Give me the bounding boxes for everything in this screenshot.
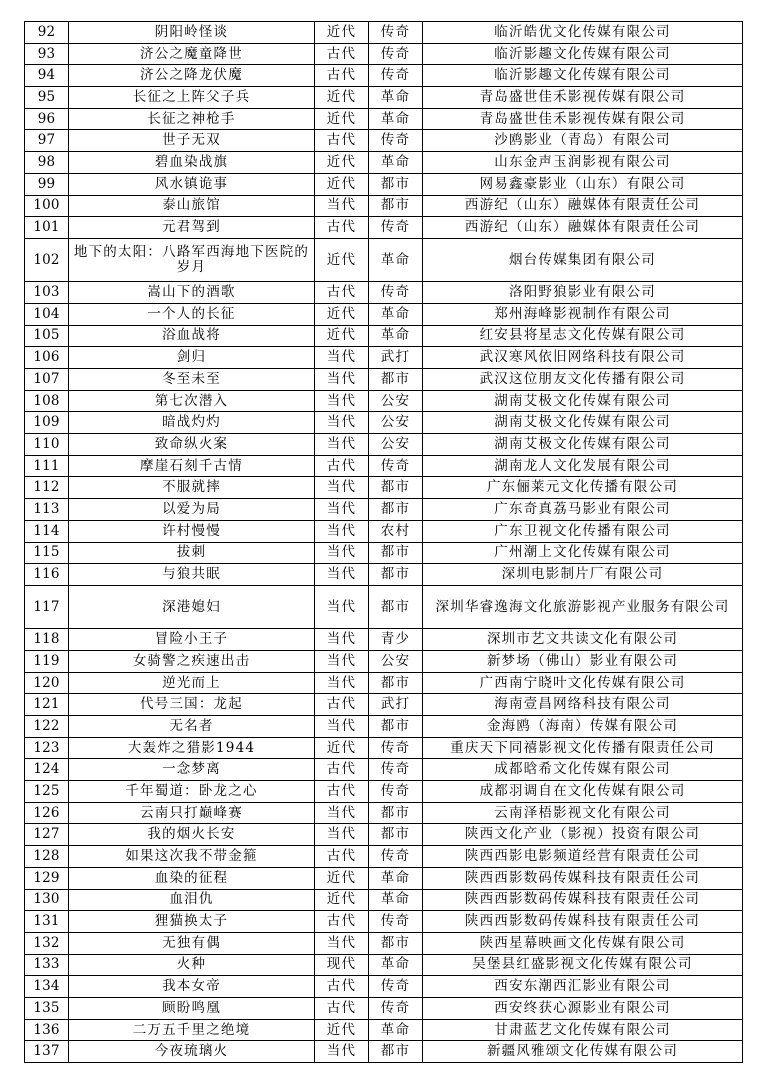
row-number: 125: [25, 781, 69, 803]
company-cell: 重庆天下同禧影视文化传播有限责任公司: [423, 737, 743, 759]
era-cell: 古代: [315, 282, 369, 304]
company-cell: 红安县将星志文化传媒有限公司: [423, 325, 743, 347]
genre-cell: 农村: [369, 520, 423, 542]
row-number: 126: [25, 802, 69, 824]
table-row: [25, 390, 743, 412]
row-number: 129: [25, 867, 69, 889]
company-cell: 成都羽调自在文化传媒有限公司: [423, 781, 743, 803]
table-row: [25, 238, 743, 281]
table-row: [25, 585, 743, 628]
era-cell: 古代: [315, 455, 369, 477]
company-cell: 洛阳野狼影业有限公司: [423, 282, 743, 304]
table-row: [25, 846, 743, 868]
table-row: [25, 737, 743, 759]
row-number: 133: [25, 954, 69, 976]
era-cell: 近代: [315, 325, 369, 347]
era-cell: 古代: [315, 65, 369, 87]
row-number: 128: [25, 846, 69, 868]
row-number: 98: [25, 152, 69, 174]
era-cell: 古代: [315, 759, 369, 781]
table-row: [25, 22, 743, 44]
table-row: [25, 716, 743, 738]
table-row: [25, 889, 743, 911]
company-cell: 网易鑫豪影业（山东）有限公司: [423, 173, 743, 195]
era-cell: 当代: [315, 390, 369, 412]
table-row: [25, 997, 743, 1019]
table-row: [25, 932, 743, 954]
drama-title: 无名者: [69, 716, 315, 738]
genre-cell: 革命: [369, 152, 423, 174]
drama-title: 千年蜀道：卧龙之心: [69, 781, 315, 803]
genre-cell: 公安: [369, 434, 423, 456]
drama-title: 不服就摔: [69, 477, 315, 499]
genre-cell: 传奇: [369, 846, 423, 868]
row-number: 97: [25, 130, 69, 152]
drama-title: 暗战灼灼: [69, 412, 315, 434]
company-cell: 吴堡县红盛影视文化传媒有限公司: [423, 954, 743, 976]
row-number: 121: [25, 694, 69, 716]
era-cell: 近代: [315, 152, 369, 174]
era-cell: 当代: [315, 412, 369, 434]
row-number: 114: [25, 520, 69, 542]
genre-cell: 革命: [369, 87, 423, 109]
genre-cell: 青少: [369, 629, 423, 651]
table-row: [25, 1019, 743, 1041]
drama-title: 顾盼鸣凰: [69, 997, 315, 1019]
drama-title: 我本女帝: [69, 976, 315, 998]
row-number: 134: [25, 976, 69, 998]
era-cell: 古代: [315, 217, 369, 239]
drama-title: 女骑警之疾速出击: [69, 650, 315, 672]
drama-title: 逆光而上: [69, 672, 315, 694]
row-number: 100: [25, 195, 69, 217]
drama-title: 如果这次我不带金箍: [69, 846, 315, 868]
table-row: [25, 152, 743, 174]
company-cell: 新梦场（佛山）影业有限公司: [423, 650, 743, 672]
genre-cell: 都市: [369, 195, 423, 217]
era-cell: 当代: [315, 824, 369, 846]
company-cell: 沙鸥影业（青岛）有限公司: [423, 130, 743, 152]
row-number: 101: [25, 217, 69, 239]
genre-cell: 公安: [369, 390, 423, 412]
row-number: 109: [25, 412, 69, 434]
table-row: [25, 781, 743, 803]
company-cell: 海南壹昌网络科技有限公司: [423, 694, 743, 716]
company-cell: 青岛盛世佳禾影视传媒有限公司: [423, 87, 743, 109]
genre-cell: 都市: [369, 802, 423, 824]
row-number: 113: [25, 499, 69, 521]
row-number: 136: [25, 1019, 69, 1041]
drama-title: 许村慢慢: [69, 520, 315, 542]
drama-title: 火种: [69, 954, 315, 976]
company-cell: 郑州海峰影视制作有限公司: [423, 303, 743, 325]
era-cell: 当代: [315, 716, 369, 738]
genre-cell: 传奇: [369, 911, 423, 933]
era-cell: 当代: [315, 499, 369, 521]
drama-title: 摩崖石刻千古情: [69, 455, 315, 477]
genre-cell: 革命: [369, 325, 423, 347]
genre-cell: 武打: [369, 694, 423, 716]
genre-cell: 革命: [369, 238, 423, 281]
genre-cell: 传奇: [369, 217, 423, 239]
row-number: 135: [25, 997, 69, 1019]
row-number: 104: [25, 303, 69, 325]
genre-cell: 革命: [369, 867, 423, 889]
genre-cell: 都市: [369, 932, 423, 954]
genre-cell: 传奇: [369, 781, 423, 803]
row-number: 103: [25, 282, 69, 304]
genre-cell: 都市: [369, 672, 423, 694]
row-number: 131: [25, 911, 69, 933]
table-row: [25, 87, 743, 109]
company-cell: 新疆风雅颂文化传媒有限公司: [423, 1041, 743, 1063]
table-row: [25, 434, 743, 456]
drama-title: 与狼共眠: [69, 564, 315, 586]
row-number: 124: [25, 759, 69, 781]
row-number: 94: [25, 65, 69, 87]
company-cell: 深圳市艺文共读文化有限公司: [423, 629, 743, 651]
row-number: 95: [25, 87, 69, 109]
row-number: 127: [25, 824, 69, 846]
drama-title: 深港媳妇: [69, 585, 315, 628]
drama-title: 血泪仇: [69, 889, 315, 911]
company-cell: 广西南宁晓叶文化传媒有限公司: [423, 672, 743, 694]
row-number: 110: [25, 434, 69, 456]
table-row: [25, 369, 743, 391]
row-number: 92: [25, 22, 69, 44]
genre-cell: 革命: [369, 108, 423, 130]
table-row: [25, 173, 743, 195]
table-row: [25, 217, 743, 239]
company-cell: 云南泽梧影视文化有限公司: [423, 802, 743, 824]
table-row: [25, 694, 743, 716]
drama-title: 济公之魔童降世: [69, 43, 315, 65]
drama-title: 拔刺: [69, 542, 315, 564]
drama-title: 碧血染战旗: [69, 152, 315, 174]
drama-title: 我的烟火长安: [69, 824, 315, 846]
genre-cell: 传奇: [369, 759, 423, 781]
genre-cell: 传奇: [369, 282, 423, 304]
genre-cell: 都市: [369, 716, 423, 738]
drama-title: 云南只打巅峰赛: [69, 802, 315, 824]
genre-cell: 都市: [369, 542, 423, 564]
era-cell: 当代: [315, 629, 369, 651]
era-cell: 近代: [315, 87, 369, 109]
company-cell: 临沂皓优文化传媒有限公司: [423, 22, 743, 44]
company-cell: 湖南龙人文化发展有限公司: [423, 455, 743, 477]
era-cell: 近代: [315, 173, 369, 195]
genre-cell: 革命: [369, 303, 423, 325]
row-number: 105: [25, 325, 69, 347]
table-row: [25, 954, 743, 976]
company-cell: 广东俪莱元文化传播有限公司: [423, 477, 743, 499]
table-row: [25, 455, 743, 477]
drama-title: 代号三国：龙起: [69, 694, 315, 716]
row-number: 107: [25, 369, 69, 391]
row-number: 117: [25, 585, 69, 628]
company-cell: 陕西西影数码传媒科技有限责任公司: [423, 867, 743, 889]
company-cell: 湖南艾极文化传媒有限公司: [423, 412, 743, 434]
row-number: 132: [25, 932, 69, 954]
row-number: 108: [25, 390, 69, 412]
drama-title: 血染的征程: [69, 867, 315, 889]
company-cell: 陕西西影数码传媒科技有限责任公司: [423, 911, 743, 933]
era-cell: 当代: [315, 195, 369, 217]
company-cell: 陕西星幕映画文化传媒有限公司: [423, 932, 743, 954]
drama-title: 一个人的长征: [69, 303, 315, 325]
genre-cell: 革命: [369, 954, 423, 976]
company-cell: 西安终获心源影业有限公司: [423, 997, 743, 1019]
era-cell: 当代: [315, 650, 369, 672]
company-cell: 陕西西影电影频道经营有限责任公司: [423, 846, 743, 868]
table-row: [25, 759, 743, 781]
genre-cell: 都市: [369, 369, 423, 391]
genre-cell: 传奇: [369, 43, 423, 65]
era-cell: 古代: [315, 911, 369, 933]
table-row: [25, 108, 743, 130]
era-cell: 当代: [315, 542, 369, 564]
drama-title: 世子无双: [69, 130, 315, 152]
company-cell: 湖南艾极文化传媒有限公司: [423, 434, 743, 456]
row-number: 112: [25, 477, 69, 499]
drama-title: 风水镇诡事: [69, 173, 315, 195]
row-number: 130: [25, 889, 69, 911]
drama-title: 今夜琉璃火: [69, 1041, 315, 1063]
row-number: 96: [25, 108, 69, 130]
company-cell: 陕西文化产业（影视）投资有限公司: [423, 824, 743, 846]
era-cell: 古代: [315, 781, 369, 803]
genre-cell: 都市: [369, 173, 423, 195]
table-row: [25, 911, 743, 933]
table-row: [25, 1041, 743, 1063]
genre-cell: 都市: [369, 499, 423, 521]
company-cell: 广州潮上文化传媒有限公司: [423, 542, 743, 564]
table-row: [25, 650, 743, 672]
drama-title: 冒险小王子: [69, 629, 315, 651]
table-row: [25, 629, 743, 651]
era-cell: 近代: [315, 303, 369, 325]
era-cell: 古代: [315, 976, 369, 998]
row-number: 123: [25, 737, 69, 759]
era-cell: 古代: [315, 43, 369, 65]
company-cell: 山东金声玉润影视有限公司: [423, 152, 743, 174]
table-row: [25, 867, 743, 889]
genre-cell: 传奇: [369, 976, 423, 998]
company-cell: 西游纪（山东）融媒体有限责任公司: [423, 195, 743, 217]
drama-title: 阴阳岭怪谈: [69, 22, 315, 44]
era-cell: 古代: [315, 997, 369, 1019]
era-cell: 古代: [315, 846, 369, 868]
drama-title: 无独有偶: [69, 932, 315, 954]
era-cell: 近代: [315, 889, 369, 911]
drama-title: 大轰炸之猎影1944: [69, 737, 315, 759]
drama-title: 狸猫换太子: [69, 911, 315, 933]
drama-title: 长征之神枪手: [69, 108, 315, 130]
genre-cell: 都市: [369, 564, 423, 586]
table-row: [25, 195, 743, 217]
era-cell: 当代: [315, 802, 369, 824]
drama-title: 嵩山下的酒歌: [69, 282, 315, 304]
document-page: [24, 21, 742, 1063]
era-cell: 现代: [315, 954, 369, 976]
era-cell: 当代: [315, 1041, 369, 1063]
drama-title: 元君驾到: [69, 217, 315, 239]
era-cell: 当代: [315, 477, 369, 499]
genre-cell: 传奇: [369, 22, 423, 44]
row-number: 111: [25, 455, 69, 477]
table-row: [25, 347, 743, 369]
table-row: [25, 65, 743, 87]
table-row: [25, 824, 743, 846]
era-cell: 近代: [315, 867, 369, 889]
era-cell: 近代: [315, 22, 369, 44]
table-row: [25, 43, 743, 65]
drama-title: 泰山旅馆: [69, 195, 315, 217]
table-row: [25, 564, 743, 586]
company-cell: 陕西西影数码传媒科技有限责任公司: [423, 889, 743, 911]
company-cell: 广东奇真荔马影业有限公司: [423, 499, 743, 521]
row-number: 102: [25, 238, 69, 281]
table-row: [25, 672, 743, 694]
table-row: [25, 520, 743, 542]
table-row: [25, 477, 743, 499]
table-row: [25, 412, 743, 434]
company-cell: 甘肃蓝艺文化传媒有限公司: [423, 1019, 743, 1041]
company-cell: 广东卫视文化传播有限公司: [423, 520, 743, 542]
genre-cell: 武打: [369, 347, 423, 369]
genre-cell: 公安: [369, 412, 423, 434]
genre-cell: 都市: [369, 477, 423, 499]
drama-title: 长征之上阵父子兵: [69, 87, 315, 109]
drama-title: 一念梦离: [69, 759, 315, 781]
genre-cell: 都市: [369, 585, 423, 628]
era-cell: 当代: [315, 369, 369, 391]
table-row: [25, 325, 743, 347]
table-row: [25, 130, 743, 152]
era-cell: 当代: [315, 672, 369, 694]
genre-cell: 公安: [369, 650, 423, 672]
company-cell: 青岛盛世佳禾影视传媒有限公司: [423, 108, 743, 130]
table-row: [25, 499, 743, 521]
drama-title: 二万五千里之绝境: [69, 1019, 315, 1041]
drama-title: 剑归: [69, 347, 315, 369]
row-number: 115: [25, 542, 69, 564]
row-number: 122: [25, 716, 69, 738]
company-cell: 湖南艾极文化传媒有限公司: [423, 390, 743, 412]
era-cell: 当代: [315, 585, 369, 628]
era-cell: 近代: [315, 1019, 369, 1041]
company-cell: 深圳华睿逸海文化旅游影视产业服务有限公司: [423, 585, 743, 628]
drama-title: 地下的太阳：八路军西海地下医院的岁月: [69, 238, 315, 281]
drama-title: 第七次潜入: [69, 390, 315, 412]
table-row: [25, 802, 743, 824]
company-cell: 武汉寒风依旧网络科技有限公司: [423, 347, 743, 369]
era-cell: 近代: [315, 737, 369, 759]
drama-title: 致命纵火案: [69, 434, 315, 456]
row-number: 93: [25, 43, 69, 65]
company-cell: 烟台传媒集团有限公司: [423, 238, 743, 281]
drama-title: 济公之降龙伏魔: [69, 65, 315, 87]
table-row: [25, 542, 743, 564]
genre-cell: 传奇: [369, 130, 423, 152]
table-row: [25, 282, 743, 304]
genre-cell: 传奇: [369, 997, 423, 1019]
era-cell: 当代: [315, 347, 369, 369]
era-cell: 近代: [315, 238, 369, 281]
row-number: 137: [25, 1041, 69, 1063]
row-number: 106: [25, 347, 69, 369]
company-cell: 金海鸥（海南）传媒有限公司: [423, 716, 743, 738]
table-row: [25, 976, 743, 998]
table-row: [25, 303, 743, 325]
row-number: 99: [25, 173, 69, 195]
drama-title: 冬至未至: [69, 369, 315, 391]
era-cell: 古代: [315, 694, 369, 716]
era-cell: 当代: [315, 932, 369, 954]
era-cell: 当代: [315, 520, 369, 542]
genre-cell: 革命: [369, 1019, 423, 1041]
company-cell: 临沂影趣文化传媒有限公司: [423, 65, 743, 87]
company-cell: 武汉这位朋友文化传播有限公司: [423, 369, 743, 391]
drama-registration-table: [24, 21, 743, 1063]
genre-cell: 传奇: [369, 455, 423, 477]
row-number: 120: [25, 672, 69, 694]
table-body: [25, 22, 743, 1063]
genre-cell: 革命: [369, 889, 423, 911]
company-cell: 临沂影趣文化传媒有限公司: [423, 43, 743, 65]
drama-title: 浴血战将: [69, 325, 315, 347]
company-cell: 西游纪（山东）融媒体有限责任公司: [423, 217, 743, 239]
era-cell: 当代: [315, 434, 369, 456]
era-cell: 古代: [315, 130, 369, 152]
genre-cell: 传奇: [369, 65, 423, 87]
drama-title: 以爱为局: [69, 499, 315, 521]
company-cell: 西安东潮西汇影业有限公司: [423, 976, 743, 998]
genre-cell: 传奇: [369, 737, 423, 759]
row-number: 118: [25, 629, 69, 651]
genre-cell: 都市: [369, 1041, 423, 1063]
company-cell: 深圳电影制片厂有限公司: [423, 564, 743, 586]
genre-cell: 都市: [369, 824, 423, 846]
era-cell: 近代: [315, 108, 369, 130]
era-cell: 当代: [315, 564, 369, 586]
row-number: 119: [25, 650, 69, 672]
company-cell: 成都晗希文化传媒有限公司: [423, 759, 743, 781]
row-number: 116: [25, 564, 69, 586]
